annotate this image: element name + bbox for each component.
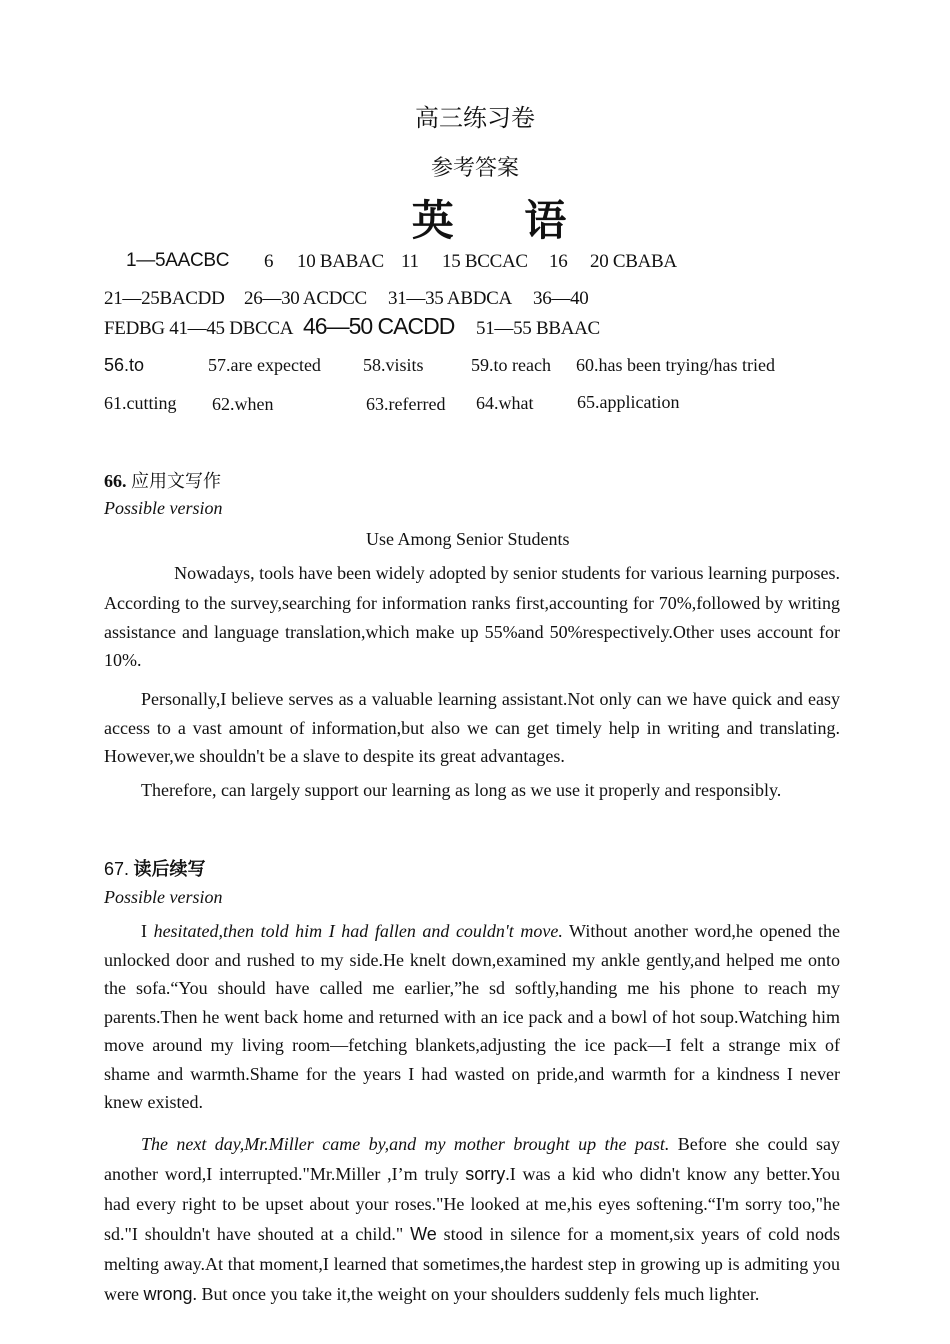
answer-group: 6 — [264, 251, 274, 272]
section-title: 应用文写作 — [131, 471, 221, 492]
continuation-paragraph-2 — [104, 1129, 840, 1309]
text-span: Without another word,he opened the unlocked door and rushed to my side.He knelt down,examined my ankle gently,and helped me onto the sofa.“You should have called me earlier,”he sd softly,handing me his phone to reach my parents.Then he went back home and returned with an ice pack and a bowl of hot soup.Watching him move around my living room—fetching blankets,adjusting the ice pack—I felt a strange mix of shame and warmth.Shame for the years I had wasted on pride,and warmth for a kindness I never knew existed. — [104, 921, 840, 1112]
answer-item: 56.to — [104, 355, 145, 375]
section-number: 66. — [104, 471, 127, 491]
answer-group: 15 BCCAC — [442, 251, 528, 272]
text-span: wrong — [143, 1284, 193, 1304]
essay-title: Use Among Senior Students — [366, 529, 570, 549]
possible-version-label: Possible version — [104, 498, 223, 518]
text-span: . But once you take it,the weight on your shoulders suddenly fels much lighter. — [192, 1284, 760, 1304]
answer-group: 26—30 ACDCC — [244, 288, 367, 309]
page-title: 高三练习卷 — [415, 104, 535, 132]
answer-group: 20 CBABA — [590, 251, 677, 272]
text-span: We — [410, 1224, 437, 1244]
answer-item: 60.has been trying/has tried — [576, 355, 775, 375]
answer-group: 21—25BACDD — [104, 288, 225, 309]
answer-item: 58.visits — [363, 355, 424, 375]
essay-paragraph-3: Therefore, can largely support our learning as long as we use it properly and responsibly. — [141, 780, 782, 800]
answer-group: 31—35 ABDCA — [388, 288, 512, 309]
answer-group: 36—40 — [533, 288, 589, 309]
given-opening: The next day,Mr.Miller came by,and my mother brought up the past. — [141, 1134, 670, 1154]
essay-paragraph-1-lead: Nowadays, tools have been widely adopted by senior students for various learning purposes. — [174, 563, 840, 583]
answer-group: 16 — [549, 251, 568, 272]
text-span: .I was a kid who didn't know any better.You had every right to be upset about your roses."He looked at me,his eyes softening.“I'm sorry too,"he sd."I shouldn't have shouted at a child." — [104, 1164, 841, 1244]
answer-group: 51—55 BBAAC — [476, 318, 600, 339]
text-span: stood in silence for a moment,six years of cold nods melting away.At that moment,I learned that sometimes,the hardest step in growing up is admiting you were — [104, 1224, 840, 1304]
answer-item: 65.application — [577, 392, 680, 412]
answer-group: 11 — [401, 251, 419, 272]
answer-item: 64.what — [476, 393, 534, 413]
page-subtitle: 参考答案 — [430, 156, 519, 181]
answer-item: 61.cutting — [104, 393, 177, 413]
possible-version-label: Possible version — [104, 887, 223, 907]
answer-group: 10 BABAC — [297, 251, 384, 272]
answer-item: 59.to reach — [471, 355, 551, 375]
answer-group: 46—50 CACDD — [303, 313, 455, 339]
answer-group: 1—5AACBC — [126, 250, 230, 271]
text-span: Before she could say another word,I interrupted."Mr.Miller ,I’m truly — [104, 1134, 840, 1184]
text-span: I — [141, 921, 154, 941]
continuation-paragraph-1 — [104, 917, 840, 1117]
section-66-heading — [104, 467, 221, 493]
answer-item: 57.are expected — [208, 355, 321, 375]
answer-item: 62.when — [212, 394, 274, 414]
given-opening: hesitated,then told him I had fallen and couldn't move. — [153, 921, 563, 941]
text-span: sorry — [465, 1164, 506, 1184]
essay-paragraph-2: Personally,I believe serves as a valuable learning assistant.Not only can we have quick and easy access to a vast amount of information,but also we can get timely help in writing and translating. However,we shouldn't be a slave to despite its great advantages. — [104, 689, 840, 766]
section-number: 67. — [104, 859, 130, 879]
answer-group: FEDBG 41—45 DBCCA — [104, 318, 294, 339]
section-title: 读后续写 — [133, 859, 206, 880]
answer-item: 63.referred — [366, 394, 446, 414]
section-67-heading — [104, 855, 206, 881]
subject-title: 英 语 — [411, 196, 595, 245]
essay-paragraph-1: According to the survey,searching for information ranks first,accounting for 70%,followed by writing assistance and language translation,which make up 55%and 50%respectively.Other uses account for 10%. — [104, 593, 840, 670]
